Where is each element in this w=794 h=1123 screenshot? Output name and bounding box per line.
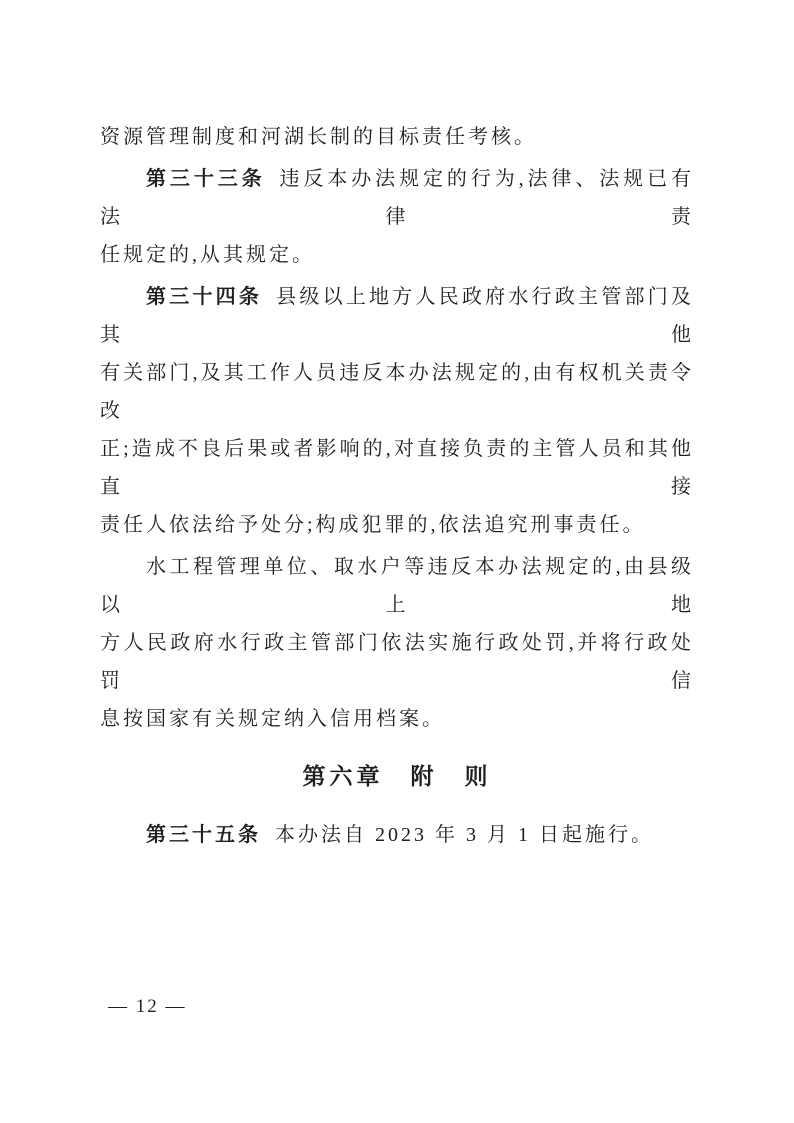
chapter-heading: 第六章 附 则: [302, 763, 492, 789]
text-line: 水工程管理单位、取水户等违反本办法规定的,由县级以上地: [100, 556, 694, 616]
paragraph-article-34: [100, 278, 694, 544]
page-number: — 12 —: [108, 996, 187, 1017]
text-run: 违反本办法规定的行为,法律、法规已有法律责: [100, 168, 695, 228]
text-line: [100, 278, 694, 354]
text-line: [100, 816, 694, 854]
text-line: [100, 160, 694, 236]
text-line: 责任人依法给予处分;构成犯罪的,依法追究刑事责任。: [100, 514, 646, 536]
paragraph-article-35: [100, 816, 694, 854]
document-body: [100, 118, 694, 858]
text-run: 本办法自 2023 年 3 月 1 日起施行。: [275, 824, 654, 846]
text-line: 有关部门,及其工作人员违反本办法规定的,由有权机关责令改: [100, 362, 694, 422]
text-run: 县级以上地方人民政府水行政主管部门及其他: [100, 286, 695, 346]
text-line: 正;造成不良后果或者影响的,对直接负责的主管人员和其他直接: [100, 438, 694, 498]
text-line: 息按国家有关规定纳入信用档案。: [100, 708, 445, 730]
text-line: 方人民政府水行政主管部门依法实施行政处罚,并将行政处罚信: [100, 632, 694, 692]
text-line: 任规定的,从其规定。: [100, 244, 315, 266]
article-number: 第三十五条: [146, 824, 261, 846]
paragraph-article-34-continued: [100, 548, 694, 738]
paragraph-continuation: [100, 118, 694, 156]
paragraph-article-33: [100, 160, 694, 274]
article-number: 第三十四条: [146, 286, 263, 308]
text-line: 资源管理制度和河湖长制的目标责任考核。: [100, 126, 537, 148]
article-number: 第三十三条: [146, 168, 266, 190]
